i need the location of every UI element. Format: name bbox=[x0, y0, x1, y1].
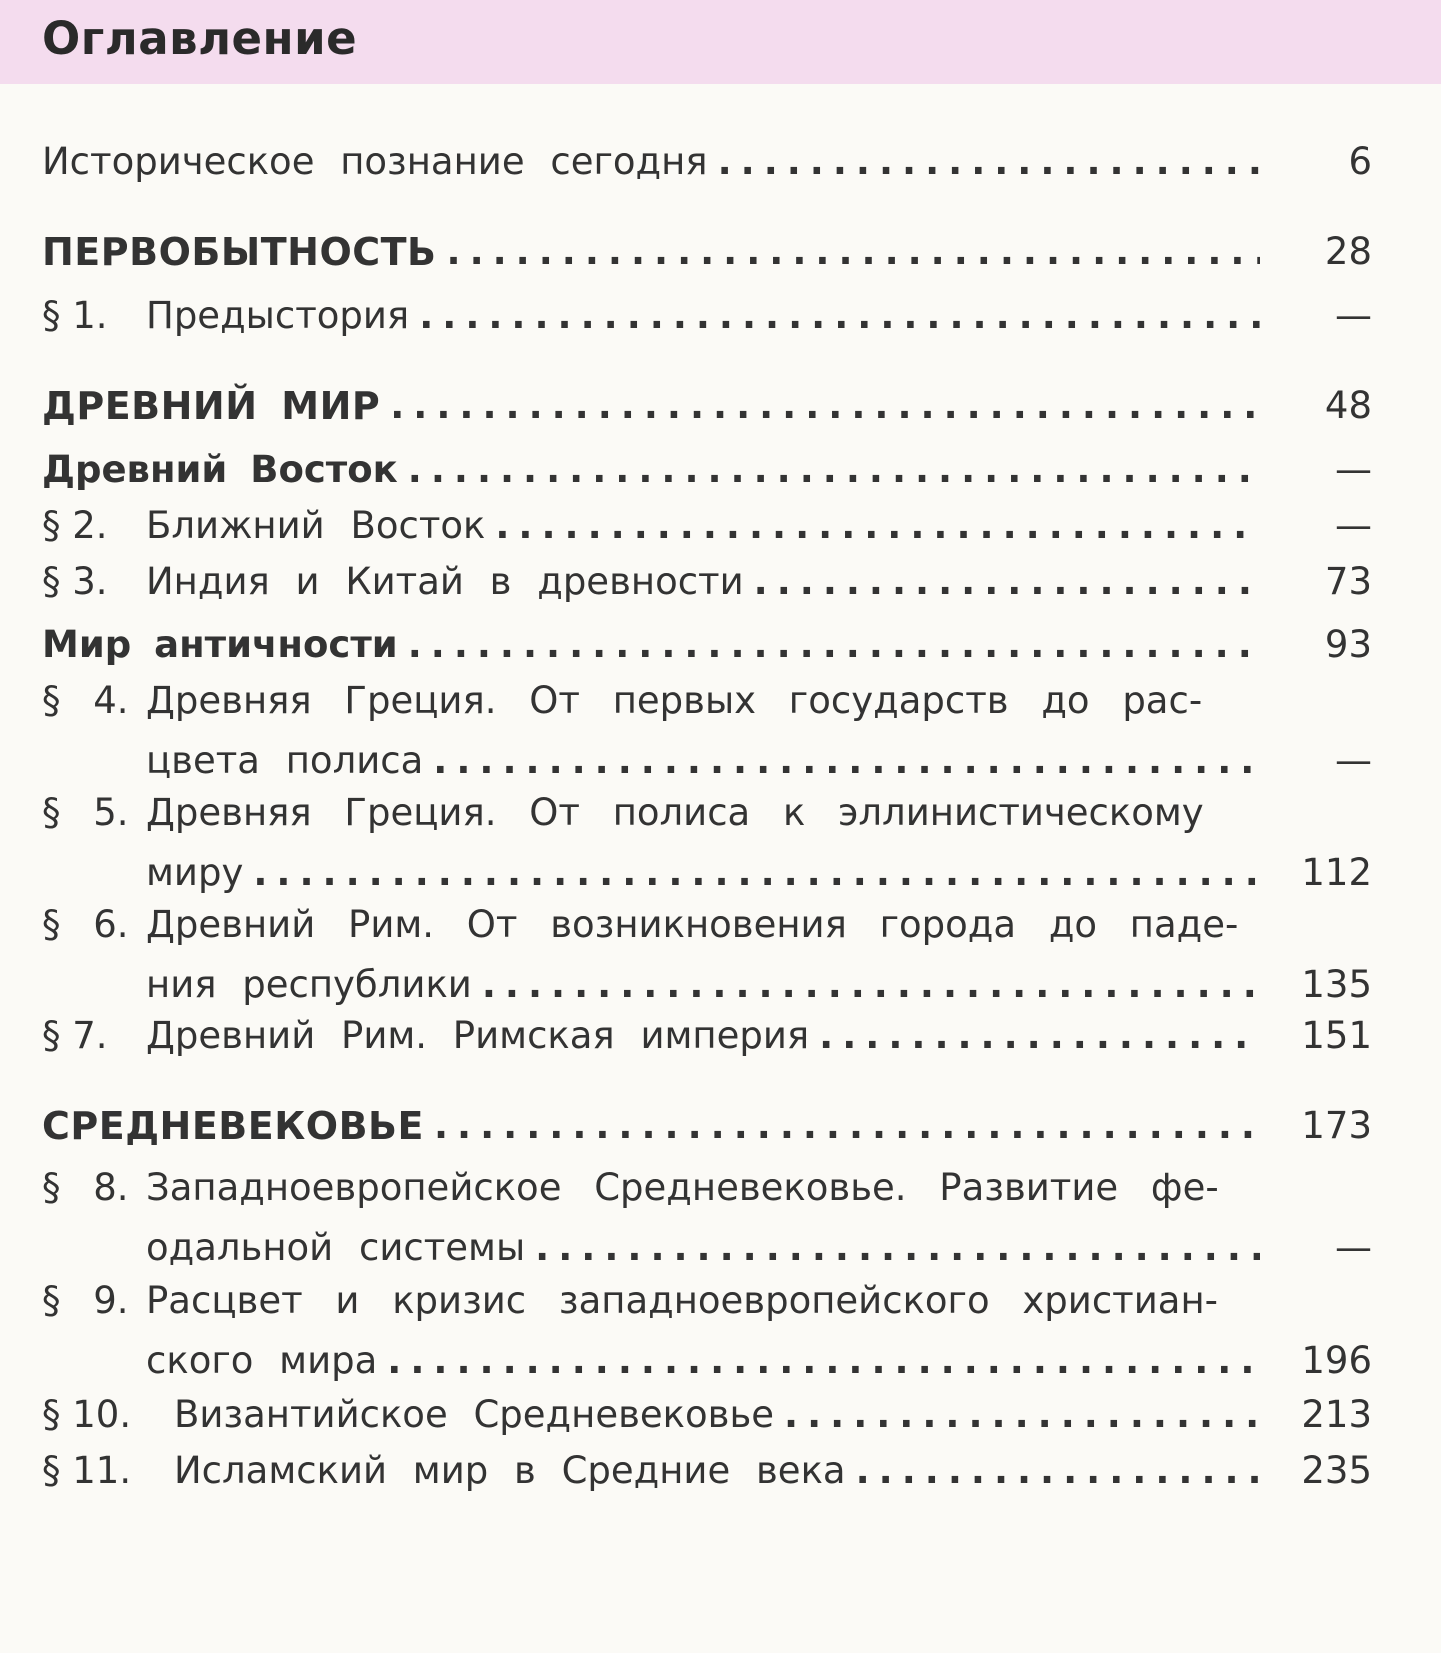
toc-entry-title-line1 bbox=[42, 671, 1372, 731]
toc-entry-6[interactable] bbox=[42, 895, 1372, 1015]
toc-entry-3[interactable] bbox=[42, 552, 1372, 612]
toc-entry-page: 93 bbox=[1324, 623, 1372, 666]
leader-dots bbox=[784, 1385, 1260, 1445]
leader-dots bbox=[535, 1218, 1260, 1278]
toc-entry-7[interactable] bbox=[42, 1006, 1372, 1066]
leader-dots bbox=[495, 496, 1260, 556]
toc-entry-page: 213 bbox=[1301, 1393, 1372, 1436]
section-number: § 11. bbox=[42, 1449, 132, 1492]
toc-subpart-title: Древний Восток bbox=[42, 448, 398, 491]
leader-dots bbox=[718, 132, 1260, 192]
section-number: § 7. bbox=[42, 1014, 108, 1057]
leader-dots bbox=[408, 440, 1260, 500]
toc-entry-title: Древняя Греция. От первых государств до рас- bbox=[146, 679, 1203, 722]
toc-entry-title-line2: цвета полиса bbox=[146, 739, 424, 782]
toc-entry-page: — bbox=[1335, 504, 1372, 547]
leader-dots bbox=[387, 1331, 1260, 1391]
toc-entry-page: — bbox=[1335, 448, 1372, 491]
toc-entry-title: Древний Рим. Римская империя bbox=[146, 1014, 810, 1057]
leader-dots bbox=[447, 222, 1260, 282]
toc-entry-title: Исламский мир в Средние века bbox=[174, 1449, 846, 1492]
toc-entry-4[interactable] bbox=[42, 671, 1372, 791]
toc-entry-page: 6 bbox=[1348, 140, 1372, 183]
toc-part-title: СРЕДНЕВЕКОВЬЕ bbox=[42, 1104, 424, 1148]
leader-dots bbox=[390, 376, 1260, 436]
section-number: § 9. bbox=[42, 1279, 129, 1322]
header-band bbox=[0, 0, 1441, 84]
section-number: § 5. bbox=[42, 791, 129, 834]
leader-dots bbox=[433, 731, 1260, 791]
toc-entry-title-line2: миру bbox=[146, 851, 244, 894]
toc-part-title: ДРЕВНИЙ МИР bbox=[42, 384, 381, 428]
toc-entry-title-line2: ского мира bbox=[146, 1339, 378, 1382]
toc-entry-page: — bbox=[1335, 739, 1372, 782]
toc-entry-title: Историческое познание сегодня bbox=[42, 140, 708, 183]
toc-entry-title: Западноевропейское Средневековье. Развитие фе- bbox=[146, 1166, 1219, 1209]
toc-entry-page: 173 bbox=[1301, 1104, 1372, 1147]
page-title: Оглавление bbox=[42, 12, 358, 65]
toc-entry-title: Предыстория bbox=[146, 294, 410, 337]
leader-dots bbox=[253, 843, 1260, 903]
toc-entry-title: Расцвет и кризис западноевропейского христиан- bbox=[146, 1279, 1218, 1322]
toc-entry-5[interactable] bbox=[42, 783, 1372, 903]
leader-dots bbox=[819, 1006, 1260, 1066]
toc-entry-page: — bbox=[1335, 294, 1372, 337]
toc-entry-9[interactable] bbox=[42, 1271, 1372, 1391]
toc-entry-11[interactable] bbox=[42, 1441, 1372, 1501]
section-number: § 8. bbox=[42, 1166, 129, 1209]
toc-entry-title-line1 bbox=[42, 895, 1372, 955]
leader-dots bbox=[434, 1096, 1260, 1156]
toc-entry-8[interactable] bbox=[42, 1158, 1372, 1278]
toc-entry-title-line2: ния республики bbox=[146, 963, 472, 1006]
toc-entry-1[interactable] bbox=[42, 286, 1372, 346]
toc-entry-intro[interactable] bbox=[42, 132, 1372, 192]
toc-entry-page: 48 bbox=[1324, 384, 1372, 427]
toc-entry-title-line1 bbox=[42, 1158, 1372, 1218]
toc-entry-10[interactable] bbox=[42, 1385, 1372, 1445]
toc-entry-title: Индия и Китай в древности bbox=[146, 560, 744, 603]
section-number: § 3. bbox=[42, 560, 108, 603]
toc-entry-title-line1 bbox=[42, 783, 1372, 843]
toc-entry-page: 73 bbox=[1324, 560, 1372, 603]
toc-part-prehistory[interactable] bbox=[42, 222, 1372, 282]
toc-entry-page: — bbox=[1335, 1226, 1372, 1269]
toc-entry-page: 196 bbox=[1301, 1339, 1372, 1382]
section-number: § 4. bbox=[42, 679, 129, 722]
section-number: § 6. bbox=[42, 903, 129, 946]
toc-entry-page: 28 bbox=[1324, 230, 1372, 273]
toc-entry-title: Византийское Средневековье bbox=[174, 1393, 775, 1436]
section-number: § 2. bbox=[42, 504, 108, 547]
toc-part-middle-ages[interactable] bbox=[42, 1096, 1372, 1156]
section-number: § 1. bbox=[42, 294, 108, 337]
toc-entry-2[interactable] bbox=[42, 496, 1372, 556]
toc-part-ancient-world[interactable] bbox=[42, 376, 1372, 436]
toc-subpart-title: Мир античности bbox=[42, 623, 398, 666]
toc-entry-title-line2: одальной системы bbox=[146, 1226, 526, 1269]
toc-entry-page: 235 bbox=[1301, 1449, 1372, 1492]
toc-subpart-antiquity[interactable] bbox=[42, 615, 1372, 675]
toc-entry-title: Древняя Греция. От полиса к эллинистическому bbox=[146, 791, 1204, 834]
section-number: § 10. bbox=[42, 1393, 132, 1436]
leader-dots bbox=[856, 1441, 1260, 1501]
leader-dots bbox=[419, 286, 1260, 346]
toc-entry-page: 135 bbox=[1301, 963, 1372, 1006]
toc-entry-title-line1 bbox=[42, 1271, 1372, 1331]
toc-subpart-ancient-east[interactable] bbox=[42, 440, 1372, 500]
toc-entry-title: Ближний Восток bbox=[146, 504, 486, 547]
leader-dots bbox=[408, 615, 1260, 675]
toc-entry-page: 112 bbox=[1301, 851, 1372, 894]
toc-entry-title: Древний Рим. От возникновения города до паде- bbox=[146, 903, 1239, 946]
toc-entry-page: 151 bbox=[1301, 1014, 1372, 1057]
toc-part-title: ПЕРВОБЫТНОСТЬ bbox=[42, 230, 437, 274]
leader-dots bbox=[754, 552, 1260, 612]
